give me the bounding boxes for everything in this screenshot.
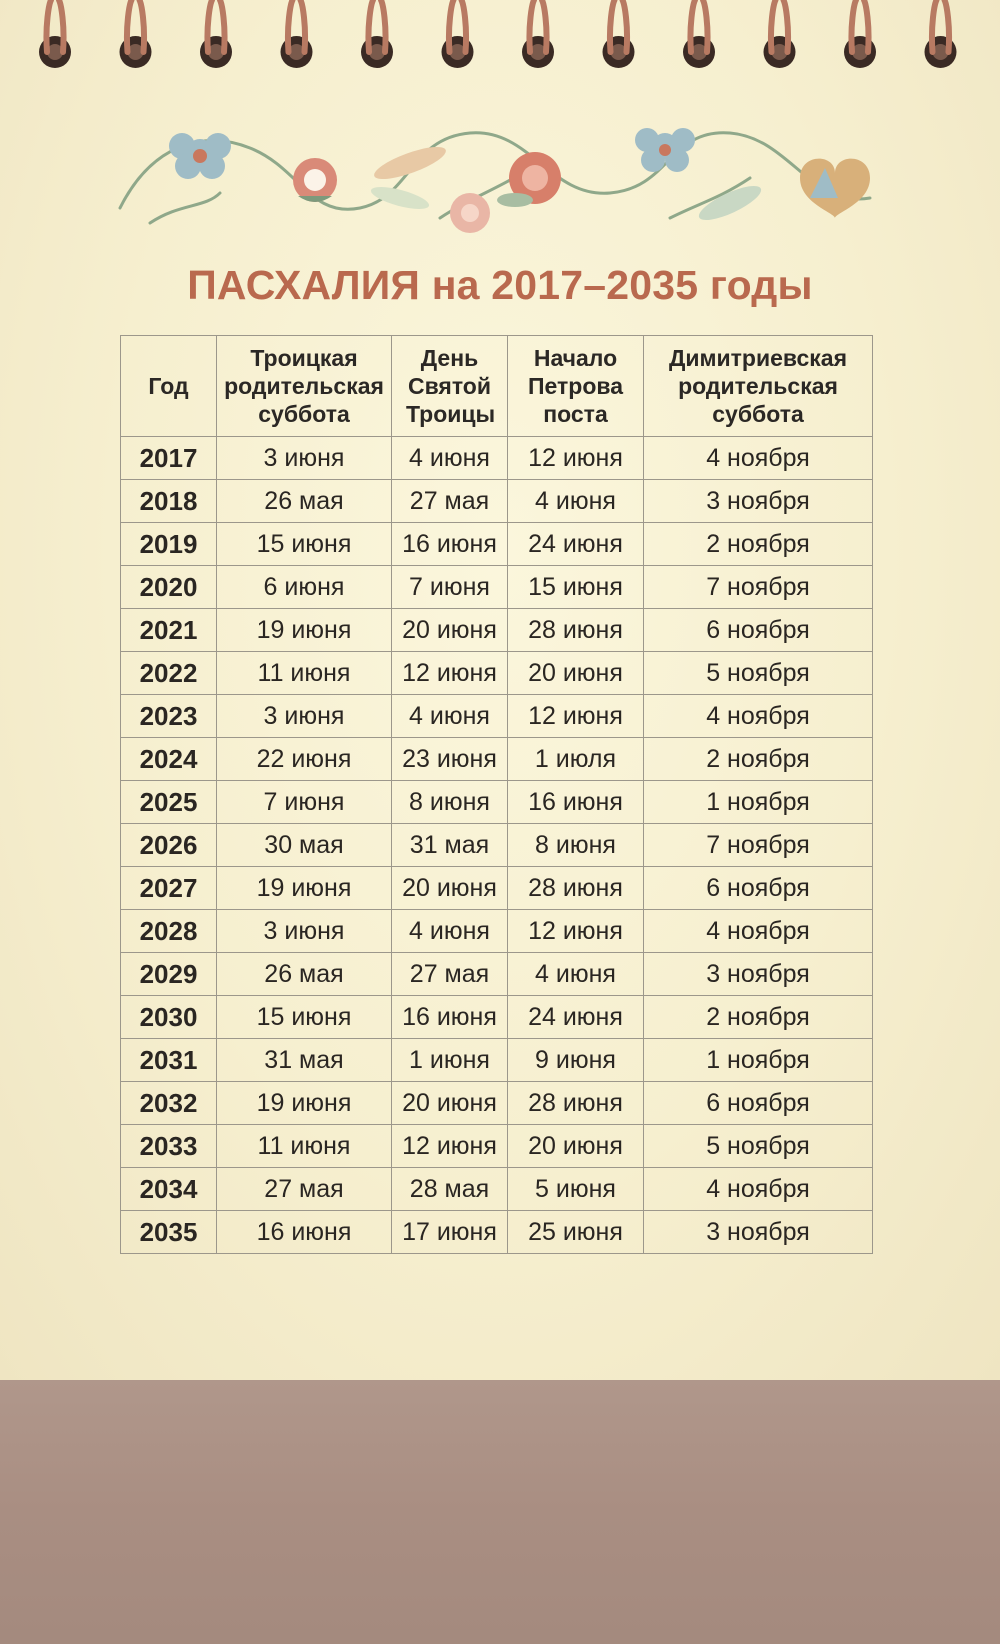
year-cell: 2033 (121, 1125, 217, 1168)
floral-ornament (110, 108, 880, 248)
date-cell: 6 июня (217, 566, 392, 609)
date-cell: 26 мая (217, 480, 392, 523)
date-cell: 16 июня (392, 996, 508, 1039)
date-cell: 27 мая (392, 953, 508, 996)
date-cell: 1 июня (392, 1039, 508, 1082)
date-cell: 12 июня (508, 695, 644, 738)
year-cell: 2017 (121, 437, 217, 480)
date-cell: 1 ноября (644, 781, 873, 824)
date-cell: 24 июня (508, 523, 644, 566)
year-cell: 2027 (121, 867, 217, 910)
date-cell: 8 июня (392, 781, 508, 824)
table-row (121, 953, 873, 996)
year-cell: 2034 (121, 1168, 217, 1211)
table-row (121, 437, 873, 480)
date-cell: 15 июня (217, 996, 392, 1039)
binding-ring-icon (522, 0, 554, 68)
binding-ring-icon (281, 0, 313, 68)
year-cell: 2028 (121, 910, 217, 953)
date-cell: 30 мая (217, 824, 392, 867)
date-cell: 3 ноября (644, 953, 873, 996)
date-cell: 4 ноября (644, 437, 873, 480)
date-cell: 16 июня (392, 523, 508, 566)
date-cell: 4 июня (392, 910, 508, 953)
binding-ring-icon (361, 0, 393, 68)
binding-ring-icon (603, 0, 635, 68)
year-cell: 2018 (121, 480, 217, 523)
year-cell: 2025 (121, 781, 217, 824)
date-cell: 5 ноября (644, 1125, 873, 1168)
flower-blue-left-icon (169, 133, 231, 179)
date-cell: 4 ноября (644, 1168, 873, 1211)
date-cell: 19 июня (217, 1082, 392, 1125)
date-cell: 20 июня (392, 609, 508, 652)
date-cell: 3 июня (217, 910, 392, 953)
date-cell: 8 июня (508, 824, 644, 867)
date-cell: 4 июня (392, 695, 508, 738)
date-cell: 5 июня (508, 1168, 644, 1211)
table-row (121, 824, 873, 867)
table-row (121, 996, 873, 1039)
header-trinity-day: День Святой Троицы (392, 336, 508, 437)
table-row (121, 652, 873, 695)
table-row (121, 1039, 873, 1082)
date-cell: 4 июня (508, 480, 644, 523)
date-cell: 3 июня (217, 437, 392, 480)
date-cell: 12 июня (508, 437, 644, 480)
date-cell: 7 ноября (644, 824, 873, 867)
table-row (121, 695, 873, 738)
table-row (121, 1082, 873, 1125)
binding-ring-icon (442, 0, 474, 68)
header-dimitry-saturday: Димитриевская родительская суббота (644, 336, 873, 437)
date-cell: 15 июня (217, 523, 392, 566)
year-cell: 2035 (121, 1211, 217, 1254)
date-cell: 19 июня (217, 609, 392, 652)
date-cell: 6 ноября (644, 1082, 873, 1125)
year-cell: 2022 (121, 652, 217, 695)
date-cell: 1 ноября (644, 1039, 873, 1082)
date-cell: 25 июня (508, 1211, 644, 1254)
flower-red-center-icon (497, 152, 561, 207)
table-header-row (121, 336, 873, 437)
date-cell: 3 ноября (644, 480, 873, 523)
year-cell: 2026 (121, 824, 217, 867)
table-row (121, 867, 873, 910)
date-cell: 15 июня (508, 566, 644, 609)
year-cell: 2030 (121, 996, 217, 1039)
date-cell: 2 ноября (644, 523, 873, 566)
calendar-stand (0, 1380, 1000, 1644)
date-cell: 4 ноября (644, 910, 873, 953)
binding-ring-icon (683, 0, 715, 68)
date-cell: 31 мая (392, 824, 508, 867)
date-cell: 16 июня (217, 1211, 392, 1254)
header-peter-fast: Начало Петрова поста (508, 336, 644, 437)
date-cell: 28 июня (508, 1082, 644, 1125)
date-cell: 22 июня (217, 738, 392, 781)
date-cell: 12 июня (392, 1125, 508, 1168)
date-cell: 24 июня (508, 996, 644, 1039)
table-row (121, 781, 873, 824)
table-row (121, 1125, 873, 1168)
header-year: Год (121, 336, 217, 437)
date-cell: 17 июня (392, 1211, 508, 1254)
date-cell: 28 мая (392, 1168, 508, 1211)
date-cell: 1 июля (508, 738, 644, 781)
date-cell: 31 мая (217, 1039, 392, 1082)
year-cell: 2031 (121, 1039, 217, 1082)
page-title: ПАСХАЛИЯ на 2017–2035 годы (187, 262, 813, 308)
table-row (121, 480, 873, 523)
flower-pink-center-icon (450, 193, 490, 233)
binding-ring-icon (764, 0, 796, 68)
date-cell: 27 мая (217, 1168, 392, 1211)
date-cell: 20 июня (508, 1125, 644, 1168)
leaf-wheat-icon (369, 141, 449, 214)
date-cell: 23 июня (392, 738, 508, 781)
binding-ring-icon (844, 0, 876, 68)
year-cell: 2023 (121, 695, 217, 738)
date-cell: 28 июня (508, 867, 644, 910)
year-cell: 2019 (121, 523, 217, 566)
date-cell: 5 ноября (644, 652, 873, 695)
binding-ring-icon (120, 0, 152, 68)
date-cell: 20 июня (392, 1082, 508, 1125)
table-row (121, 738, 873, 781)
date-cell: 4 ноября (644, 695, 873, 738)
date-cell: 27 мая (392, 480, 508, 523)
date-cell: 7 ноября (644, 566, 873, 609)
date-cell: 11 июня (217, 1125, 392, 1168)
table-row (121, 910, 873, 953)
date-cell: 2 ноября (644, 738, 873, 781)
header-trinity-saturday: Троицкая родительская суббота (217, 336, 392, 437)
year-cell: 2021 (121, 609, 217, 652)
date-cell: 7 июня (392, 566, 508, 609)
date-cell: 7 июня (217, 781, 392, 824)
year-cell: 2024 (121, 738, 217, 781)
date-cell: 4 июня (508, 953, 644, 996)
flower-red-left-icon (293, 158, 337, 202)
date-cell: 20 июня (392, 867, 508, 910)
date-cell: 28 июня (508, 609, 644, 652)
date-cell: 3 июня (217, 695, 392, 738)
date-cell: 6 ноября (644, 867, 873, 910)
date-cell: 6 ноября (644, 609, 873, 652)
date-cell: 20 июня (508, 652, 644, 695)
date-cell: 19 июня (217, 867, 392, 910)
table-row (121, 523, 873, 566)
date-cell: 16 июня (508, 781, 644, 824)
binding-ring-icon (200, 0, 232, 68)
date-cell: 12 июня (392, 652, 508, 695)
date-cell: 2 ноября (644, 996, 873, 1039)
year-cell: 2032 (121, 1082, 217, 1125)
year-cell: 2020 (121, 566, 217, 609)
date-cell: 9 июня (508, 1039, 644, 1082)
binding-ring-icon (925, 0, 957, 68)
date-cell: 3 ноября (644, 1211, 873, 1254)
table-row (121, 566, 873, 609)
date-cell: 11 июня (217, 652, 392, 695)
table-row (121, 609, 873, 652)
pascha-table (120, 335, 873, 1254)
date-cell: 26 мая (217, 953, 392, 996)
binding-ring-icon (39, 0, 71, 68)
table-row (121, 1168, 873, 1211)
date-cell: 12 июня (508, 910, 644, 953)
year-cell: 2029 (121, 953, 217, 996)
flower-heart-right-icon (800, 159, 870, 218)
date-cell: 4 июня (392, 437, 508, 480)
spiral-binding (0, 0, 1000, 80)
table-row (121, 1211, 873, 1254)
